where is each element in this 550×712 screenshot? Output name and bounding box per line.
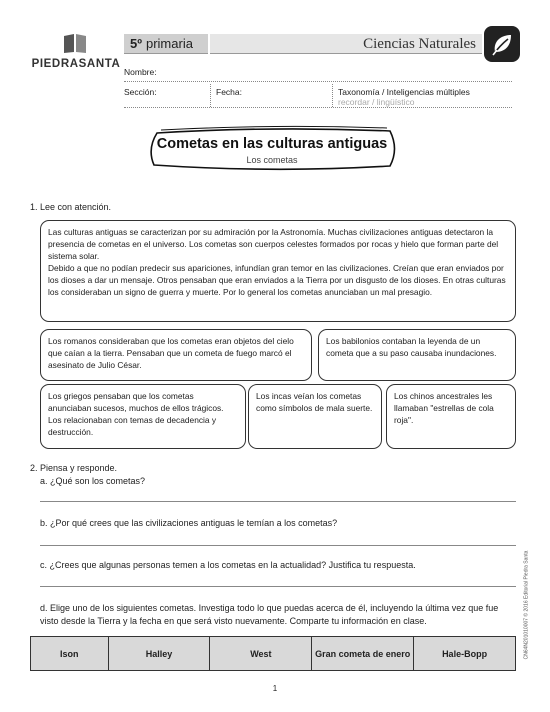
comet-option[interactable]: Ison bbox=[31, 637, 109, 671]
date-field[interactable]: Fecha: bbox=[216, 87, 242, 97]
question-2-prompt: 2. Piensa y responde. bbox=[30, 463, 118, 473]
title-banner bbox=[143, 124, 401, 174]
taxonomy-sub-label: recordar / lingüístico bbox=[338, 97, 415, 107]
comet-option[interactable]: Hale-Bopp bbox=[414, 637, 516, 671]
reading-babilonios: Los babilonios contaban la leyenda de un cometa que a su paso causaba inundaciones. bbox=[318, 329, 516, 381]
name-field[interactable] bbox=[124, 62, 512, 82]
worksheet-title: Cometas en las culturas antiguas bbox=[156, 136, 388, 152]
question-b: b. ¿Por qué crees que las civilizaciones antiguas le temían a los cometas? bbox=[40, 518, 338, 528]
form-row bbox=[124, 84, 512, 108]
answer-line-c[interactable] bbox=[40, 586, 516, 587]
reading-main: Las culturas antiguas se caracterizan por su admiración por la Astronomía. Muchas civilizaciones antiguas detectaron la presencia de cometas en el universo. Los cometas son cuerpos celestes formados por rocas y hielo que forman parte del sistema solar. Debido a que no podían predecir sus apariciones, infundían gran temor en las civilizaciones. Creían que eran enviados por los dioses a dar un mensaje. Otros pensaban que eran enviados a la Tierra por un disgusto de los dioses. En otras culturas los consideraban un signo de guerra y muerte. Por lo general los cometas anunciaban un mal presagio. bbox=[40, 220, 516, 322]
comet-option[interactable]: Halley bbox=[108, 637, 210, 671]
reading-chinos: Los chinos ancestrales les llamaban "estrellas de cola roja". bbox=[386, 384, 516, 449]
question-d: d. Elige uno de los siguientes cometas. Investiga todo lo que puedas acerca de él, incluyendo la última vez que fue visto desde la Tierra y la fecha en que será visto nuevamente. Comparte tu información en clase. bbox=[40, 603, 499, 626]
question-c: c. ¿Crees que algunas personas temen a los cometas en la actualidad? Justifica tu respuesta. bbox=[40, 560, 416, 570]
answer-line-a[interactable] bbox=[40, 501, 516, 502]
page-number: 1 bbox=[272, 684, 278, 693]
reading-romanos: Los romanos consideraban que los cometas eran objetos del cielo que caían a la tierra. Pensaban que un cometa de fuego marcó el asesinato de Julio César. bbox=[40, 329, 312, 381]
section-field[interactable]: Sección: bbox=[124, 87, 157, 97]
question-a: a. ¿Qué son los cometas? bbox=[40, 476, 146, 486]
answer-line-b[interactable] bbox=[40, 545, 516, 546]
subject-label: Ciencias Naturales bbox=[210, 34, 482, 54]
book-icon bbox=[62, 32, 88, 54]
brand-name: PIEDRASANTA bbox=[31, 58, 121, 70]
comet-table bbox=[30, 636, 516, 671]
publisher-logo bbox=[28, 32, 124, 72]
taxonomy-label: Taxonomía / Inteligencias múltiples bbox=[338, 87, 470, 97]
name-label: Nombre: bbox=[124, 67, 157, 77]
reading-griegos: Los griegos pensaban que los cometas anunciaban sucesos, muchos de ellos trágicos. Los relacionaban con temas de decadencia y destrucción. bbox=[40, 384, 246, 449]
leaf-icon bbox=[484, 26, 520, 62]
comet-option[interactable]: West bbox=[210, 637, 312, 671]
copyright-code: CN64N201010007 © 2016 Editorial Piedra Santa bbox=[523, 550, 530, 660]
grade-label: 5º primaria bbox=[124, 34, 208, 54]
worksheet-subtitle: Los cometas bbox=[246, 155, 298, 165]
reading-incas: Los incas veían los cometas como símbolos de mala suerte. bbox=[248, 384, 382, 449]
question-1-prompt: 1. Lee con atención. bbox=[30, 202, 112, 212]
comet-option[interactable]: Gran cometa de enero bbox=[312, 637, 414, 671]
